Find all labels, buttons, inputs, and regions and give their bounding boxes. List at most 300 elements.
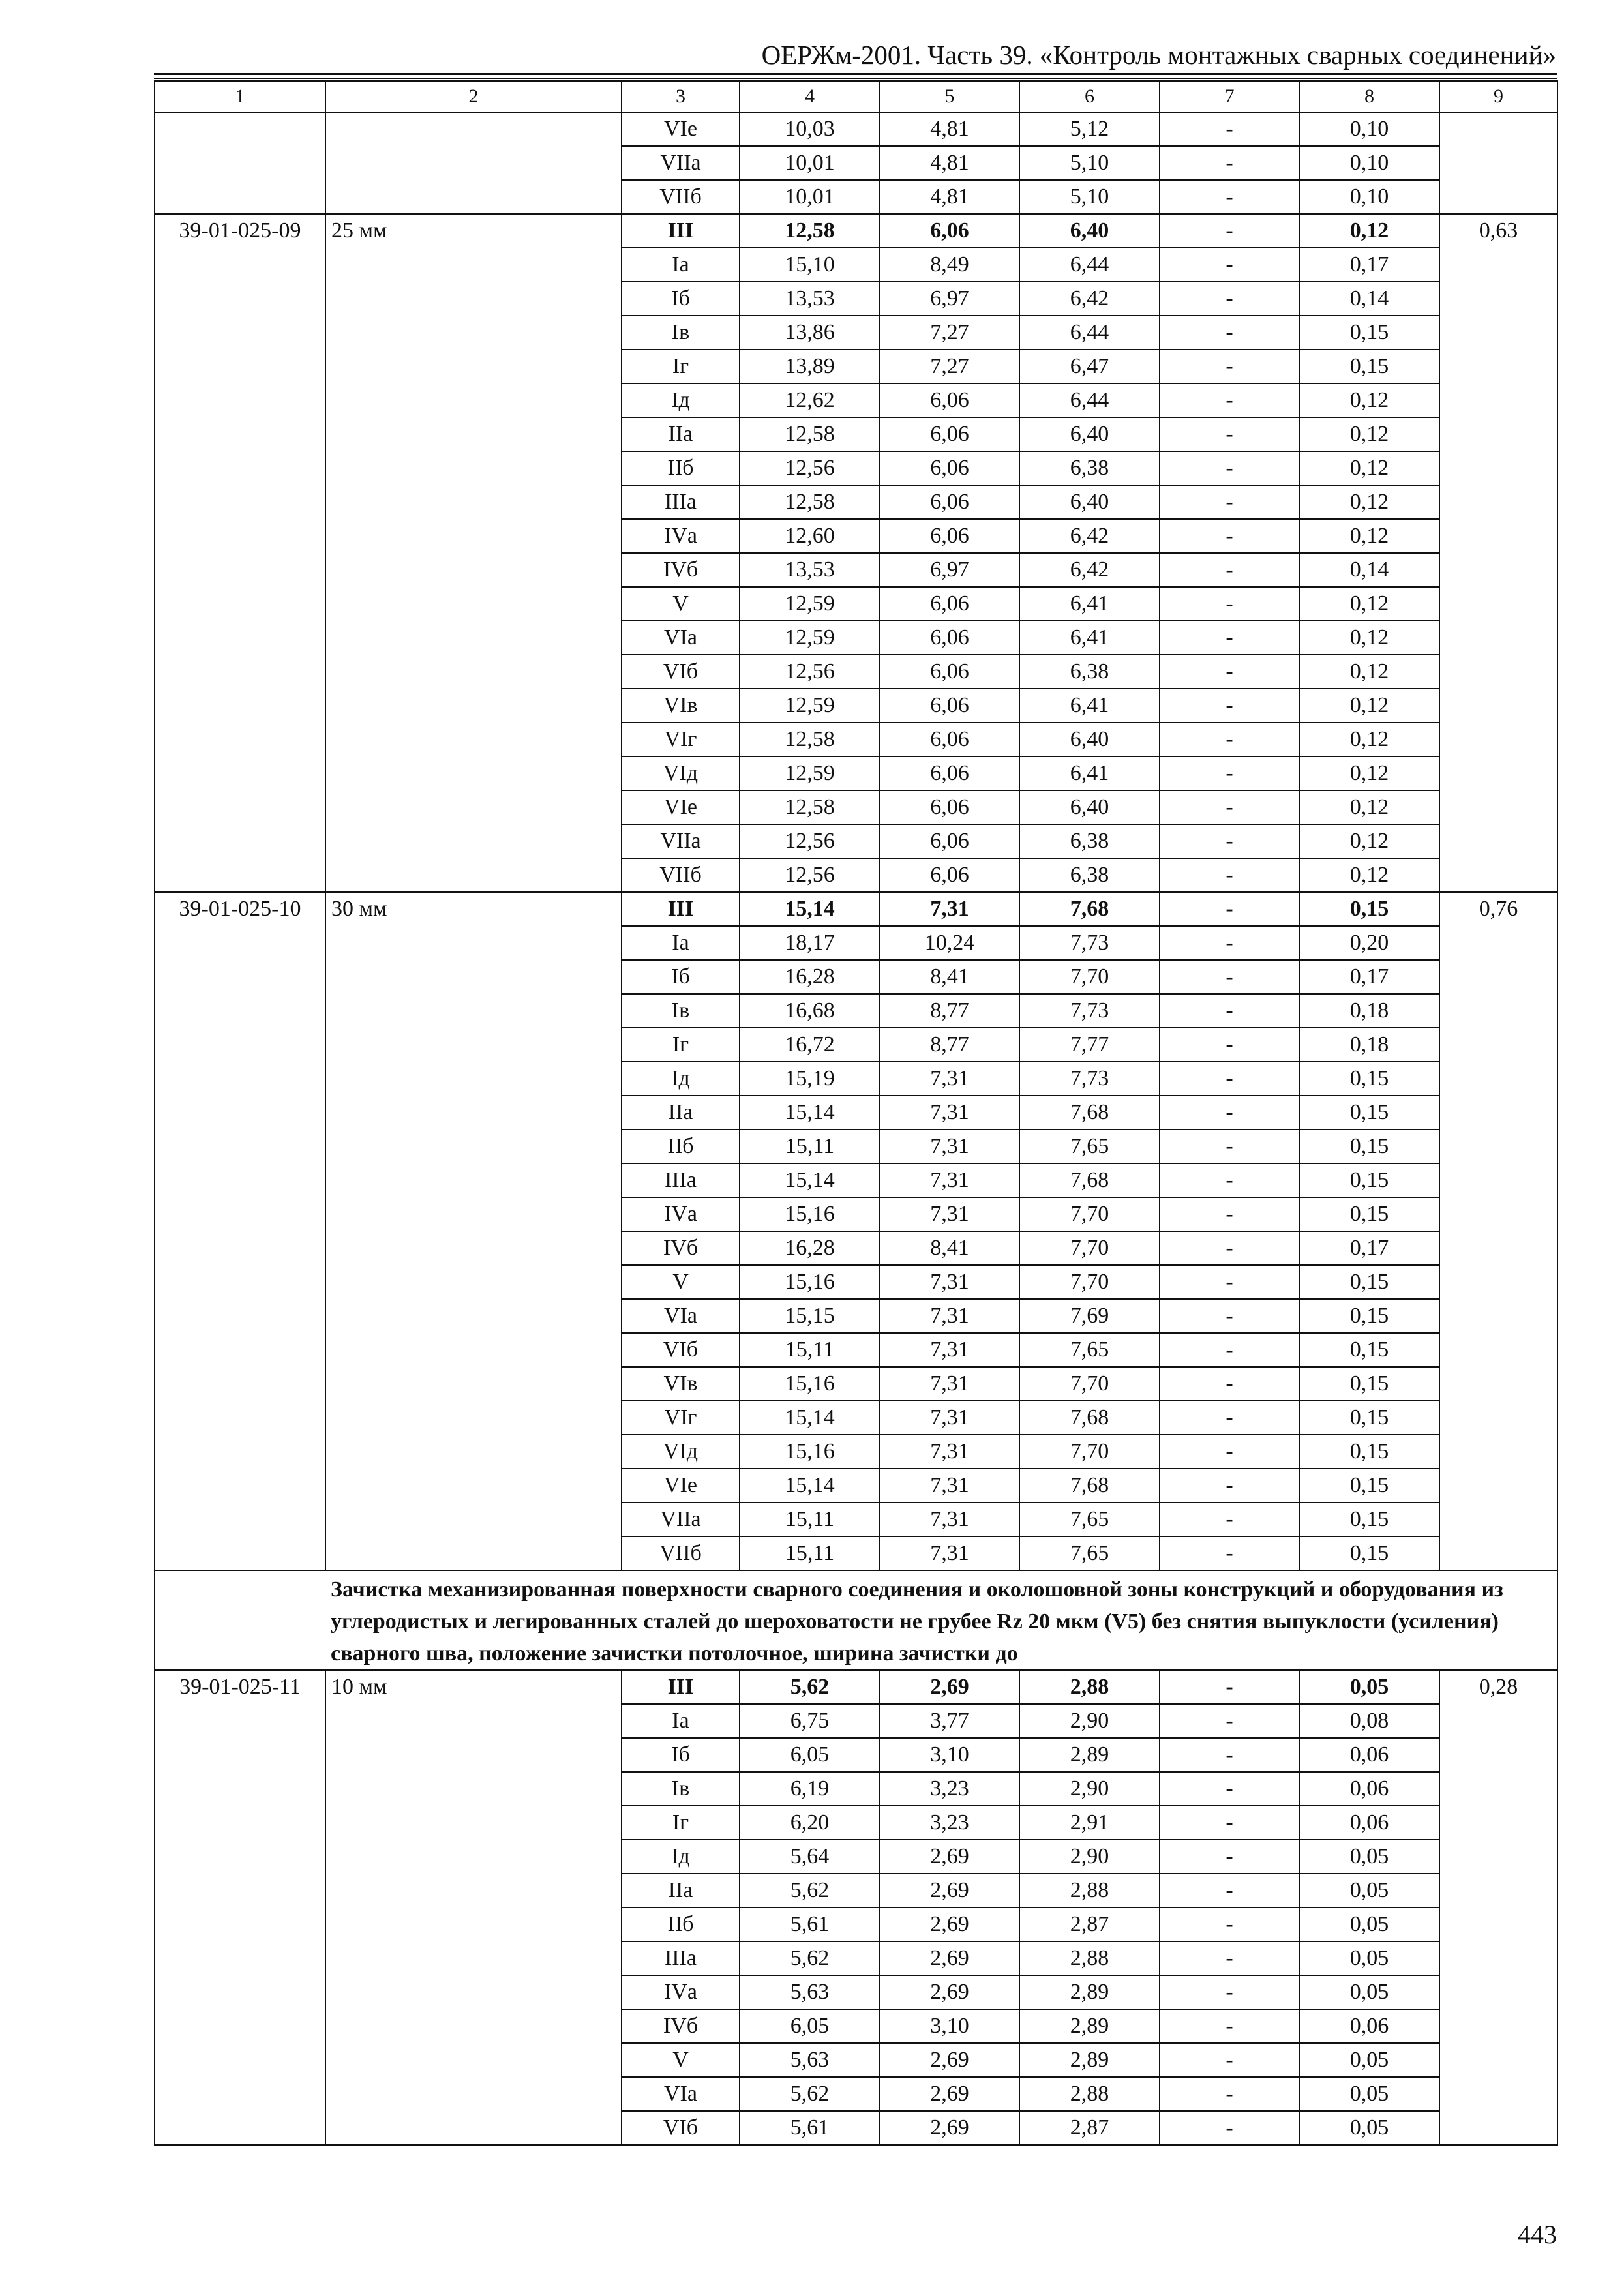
cell-c7: - (1160, 146, 1299, 180)
cell-c8: 0,14 (1299, 553, 1439, 587)
cell-c4: 12,58 (740, 417, 880, 451)
cell-c6: 6,44 (1019, 316, 1160, 350)
cell-c8: 0,05 (1299, 1874, 1439, 1908)
cell-c8: 0,15 (1299, 316, 1439, 350)
cell-c5: 8,41 (880, 960, 1019, 994)
cell-c3: Iб (622, 282, 740, 316)
rates-table-body (155, 81, 1557, 2145)
cell-c3: IVа (622, 519, 740, 553)
cell-c6: 6,41 (1019, 621, 1160, 655)
cell-c5: 6,06 (880, 417, 1019, 451)
rates-table (154, 80, 1558, 2146)
cell-c3: Iг (622, 1806, 740, 1840)
running-header: ОЕРЖм-2001. Часть 39. «Контроль монтажных сварных соединений» (761, 40, 1556, 70)
cell-c6: 2,89 (1019, 2009, 1160, 2043)
cell-c8: 0,12 (1299, 756, 1439, 790)
cell-c4: 15,11 (740, 1503, 880, 1536)
cell-c5: 3,23 (880, 1806, 1019, 1840)
cell-c8: 0,12 (1299, 451, 1439, 485)
cell-c3: VIIа (622, 146, 740, 180)
cell-c7: - (1160, 485, 1299, 519)
cell-c4: 5,62 (740, 1670, 880, 1704)
cell-c6: 2,90 (1019, 1840, 1160, 1874)
cell-c7: - (1160, 756, 1299, 790)
cell-c5: 2,69 (880, 1908, 1019, 1941)
cell-c8: 0,12 (1299, 689, 1439, 723)
cell-c8: 0,12 (1299, 519, 1439, 553)
cell-c7: - (1160, 1806, 1299, 1840)
cell-c5: 2,69 (880, 2077, 1019, 2111)
cell-c6: 6,40 (1019, 485, 1160, 519)
cell-c4: 15,19 (740, 1062, 880, 1096)
cell-c4: 12,58 (740, 485, 880, 519)
column-number: 5 (880, 81, 1019, 112)
cell-c6: 6,38 (1019, 655, 1160, 689)
cell-c4: 15,14 (740, 1096, 880, 1130)
cell-c7: - (1160, 1738, 1299, 1772)
cell-c7: - (1160, 519, 1299, 553)
cell-c8: 0,05 (1299, 1941, 1439, 1975)
column-number: 3 (622, 81, 740, 112)
cell-c8: 0,10 (1299, 180, 1439, 214)
cell-c4: 16,28 (740, 960, 880, 994)
rate-code: 39-01-025-09 (155, 214, 325, 892)
cell-c7: - (1160, 2009, 1299, 2043)
cell-c6: 6,41 (1019, 587, 1160, 621)
cell-c3: VIе (622, 790, 740, 824)
cell-c4: 15,16 (740, 1197, 880, 1231)
cell-c3: IVб (622, 553, 740, 587)
cell-c4: 15,11 (740, 1333, 880, 1367)
cell-c5: 7,31 (880, 1163, 1019, 1197)
cell-c3: IIIа (622, 1941, 740, 1975)
cell-c4: 12,59 (740, 756, 880, 790)
cell-c7: - (1160, 1704, 1299, 1738)
cell-c8: 0,15 (1299, 1130, 1439, 1163)
cell-c6: 7,68 (1019, 1163, 1160, 1197)
cell-c7: - (1160, 1941, 1299, 1975)
cell-c6: 2,89 (1019, 1975, 1160, 2009)
cell-c6: 6,41 (1019, 689, 1160, 723)
cell-c6: 7,70 (1019, 1231, 1160, 1265)
cell-c3: Iв (622, 316, 740, 350)
cell-c3: IIIа (622, 1163, 740, 1197)
column-number: 9 (1439, 81, 1557, 112)
cell-c7: - (1160, 350, 1299, 383)
cell-c5: 7,31 (880, 1367, 1019, 1401)
cell-c5: 2,69 (880, 1941, 1019, 1975)
cell-c7: - (1160, 451, 1299, 485)
cell-c4: 6,19 (740, 1772, 880, 1806)
cell-c6: 6,47 (1019, 350, 1160, 383)
cell-c7: - (1160, 892, 1299, 926)
cell-c8: 0,17 (1299, 960, 1439, 994)
column-number: 1 (155, 81, 325, 112)
cell-c5: 7,27 (880, 350, 1019, 383)
cell-c3: VIг (622, 1401, 740, 1435)
cell-c3: V (622, 587, 740, 621)
cell-c5: 3,10 (880, 1738, 1019, 1772)
cell-c7: - (1160, 1096, 1299, 1130)
cell-c7: - (1160, 1840, 1299, 1874)
cell-c3: VIа (622, 2077, 740, 2111)
rate-col9 (1439, 112, 1557, 214)
cell-c7: - (1160, 1435, 1299, 1469)
cell-c5: 6,06 (880, 689, 1019, 723)
cell-c4: 5,62 (740, 1874, 880, 1908)
cell-c5: 4,81 (880, 112, 1019, 146)
cell-c4: 12,58 (740, 790, 880, 824)
cell-c5: 3,23 (880, 1772, 1019, 1806)
cell-c5: 3,10 (880, 2009, 1019, 2043)
cell-c4: 16,28 (740, 1231, 880, 1265)
cell-c8: 0,12 (1299, 858, 1439, 892)
cell-c8: 0,06 (1299, 1806, 1439, 1840)
cell-c8: 0,05 (1299, 2111, 1439, 2145)
cell-c5: 7,31 (880, 1469, 1019, 1503)
cell-c3: VIIб (622, 180, 740, 214)
cell-c3: Iг (622, 350, 740, 383)
cell-c6: 7,65 (1019, 1503, 1160, 1536)
cell-c5: 8,49 (880, 248, 1019, 282)
cell-c8: 0,06 (1299, 2009, 1439, 2043)
cell-c7: - (1160, 214, 1299, 248)
cell-c3: VIд (622, 756, 740, 790)
cell-c6: 2,87 (1019, 2111, 1160, 2145)
cell-c4: 5,61 (740, 1908, 880, 1941)
cell-c7: - (1160, 112, 1299, 146)
cell-c3: VIд (622, 1435, 740, 1469)
cell-c4: 12,58 (740, 723, 880, 756)
column-number: 2 (325, 81, 622, 112)
cell-c5: 6,06 (880, 587, 1019, 621)
cell-c8: 0,15 (1299, 1333, 1439, 1367)
cell-c6: 7,73 (1019, 994, 1160, 1028)
cell-c4: 5,62 (740, 1941, 880, 1975)
cell-c4: 15,16 (740, 1435, 880, 1469)
cell-c4: 15,11 (740, 1130, 880, 1163)
cell-c8: 0,14 (1299, 282, 1439, 316)
column-number: 8 (1299, 81, 1439, 112)
cell-c8: 0,18 (1299, 994, 1439, 1028)
cell-c4: 12,56 (740, 858, 880, 892)
cell-c5: 6,06 (880, 451, 1019, 485)
cell-c6: 6,40 (1019, 790, 1160, 824)
cell-c4: 6,05 (740, 1738, 880, 1772)
cell-c6: 2,89 (1019, 1738, 1160, 1772)
cell-c5: 7,31 (880, 1401, 1019, 1435)
cell-c7: - (1160, 723, 1299, 756)
cell-c4: 5,63 (740, 2043, 880, 2077)
cell-c3: IVб (622, 1231, 740, 1265)
cell-c3: Iд (622, 1062, 740, 1096)
cell-c6: 6,42 (1019, 553, 1160, 587)
cell-c4: 13,53 (740, 282, 880, 316)
cell-c8: 0,15 (1299, 1062, 1439, 1096)
cell-c6: 6,42 (1019, 282, 1160, 316)
cell-c5: 7,31 (880, 1333, 1019, 1367)
cell-c8: 0,12 (1299, 790, 1439, 824)
cell-c8: 0,12 (1299, 587, 1439, 621)
cell-c8: 0,12 (1299, 824, 1439, 858)
cell-c7: - (1160, 1130, 1299, 1163)
cell-c5: 7,31 (880, 1062, 1019, 1096)
cell-c5: 7,31 (880, 1197, 1019, 1231)
cell-c6: 7,70 (1019, 960, 1160, 994)
cell-c6: 6,38 (1019, 824, 1160, 858)
cell-c4: 6,75 (740, 1704, 880, 1738)
cell-c6: 7,73 (1019, 1062, 1160, 1096)
cell-c8: 0,15 (1299, 1197, 1439, 1231)
cell-c6: 2,88 (1019, 1670, 1160, 1704)
cell-c8: 0,05 (1299, 1840, 1439, 1874)
cell-c6: 2,89 (1019, 2043, 1160, 2077)
cell-c5: 7,31 (880, 1536, 1019, 1570)
rate-name: 25 мм (325, 214, 622, 892)
cell-c5: 2,69 (880, 2043, 1019, 2077)
cell-c6: 6,41 (1019, 756, 1160, 790)
description-spacer (155, 1570, 325, 1670)
cell-c7: - (1160, 417, 1299, 451)
column-number: 4 (740, 81, 880, 112)
cell-c7: - (1160, 926, 1299, 960)
cell-c8: 0,15 (1299, 1435, 1439, 1469)
cell-c3: VIIа (622, 1503, 740, 1536)
cell-c6: 5,12 (1019, 112, 1160, 146)
cell-c4: 15,16 (740, 1265, 880, 1299)
cell-c5: 6,06 (880, 519, 1019, 553)
cell-c7: - (1160, 689, 1299, 723)
cell-c7: - (1160, 655, 1299, 689)
cell-c6: 6,38 (1019, 858, 1160, 892)
cell-c8: 0,12 (1299, 621, 1439, 655)
cell-c3: IVа (622, 1975, 740, 2009)
cell-c6: 2,90 (1019, 1704, 1160, 1738)
cell-c3: VIIа (622, 824, 740, 858)
cell-c8: 0,05 (1299, 1670, 1439, 1704)
cell-c6: 6,40 (1019, 723, 1160, 756)
cell-c7: - (1160, 960, 1299, 994)
cell-c7: - (1160, 1503, 1299, 1536)
cell-c8: 0,05 (1299, 1908, 1439, 1941)
cell-c3: Iв (622, 1772, 740, 1806)
cell-c6: 7,70 (1019, 1197, 1160, 1231)
rate-col9: 0,63 (1439, 214, 1557, 892)
cell-c3: IIб (622, 1130, 740, 1163)
cell-c3: VIа (622, 621, 740, 655)
cell-c7: - (1160, 587, 1299, 621)
cell-c7: - (1160, 316, 1299, 350)
cell-c3: Iд (622, 383, 740, 417)
cell-c8: 0,05 (1299, 1975, 1439, 2009)
cell-c8: 0,15 (1299, 1367, 1439, 1401)
cell-c8: 0,15 (1299, 1536, 1439, 1570)
cell-c3: IIа (622, 417, 740, 451)
cell-c3: IIа (622, 1096, 740, 1130)
cell-c7: - (1160, 1197, 1299, 1231)
cell-c4: 16,68 (740, 994, 880, 1028)
cell-c8: 0,15 (1299, 1265, 1439, 1299)
cell-c6: 2,88 (1019, 2077, 1160, 2111)
column-number: 7 (1160, 81, 1299, 112)
cell-c7: - (1160, 1299, 1299, 1333)
cell-c5: 2,69 (880, 1840, 1019, 1874)
cell-c6: 7,68 (1019, 1096, 1160, 1130)
cell-c6: 6,40 (1019, 417, 1160, 451)
cell-c3: IVб (622, 2009, 740, 2043)
column-number: 6 (1019, 81, 1160, 112)
cell-c6: 2,87 (1019, 1908, 1160, 1941)
cell-c5: 7,27 (880, 316, 1019, 350)
cell-c7: - (1160, 282, 1299, 316)
cell-c3: VIб (622, 1333, 740, 1367)
cell-c8: 0,12 (1299, 383, 1439, 417)
cell-c4: 5,64 (740, 1840, 880, 1874)
cell-c8: 0,15 (1299, 1299, 1439, 1333)
cell-c5: 4,81 (880, 146, 1019, 180)
table-row (155, 214, 1557, 248)
rate-col9: 0,28 (1439, 1670, 1557, 2145)
cell-c8: 0,12 (1299, 485, 1439, 519)
cell-c3: VIе (622, 112, 740, 146)
cell-c4: 15,11 (740, 1536, 880, 1570)
cell-c7: - (1160, 1333, 1299, 1367)
cell-c3: VIв (622, 1367, 740, 1401)
cell-c3: VIг (622, 723, 740, 756)
cell-c6: 7,68 (1019, 1401, 1160, 1435)
cell-c7: - (1160, 1163, 1299, 1197)
cell-c7: - (1160, 621, 1299, 655)
cell-c6: 6,44 (1019, 248, 1160, 282)
table-row (155, 1670, 1557, 1704)
cell-c6: 2,91 (1019, 1806, 1160, 1840)
rate-name: 10 мм (325, 1670, 622, 2145)
cell-c7: - (1160, 1231, 1299, 1265)
cell-c5: 7,31 (880, 1503, 1019, 1536)
cell-c4: 10,03 (740, 112, 880, 146)
cell-c8: 0,15 (1299, 1503, 1439, 1536)
cell-c5: 6,06 (880, 858, 1019, 892)
cell-c8: 0,15 (1299, 1401, 1439, 1435)
rate-code: 39-01-025-11 (155, 1670, 325, 2145)
cell-c6: 2,90 (1019, 1772, 1160, 1806)
cell-c7: - (1160, 383, 1299, 417)
cell-c5: 3,77 (880, 1704, 1019, 1738)
cell-c3: IIа (622, 1874, 740, 1908)
cell-c8: 0,15 (1299, 1096, 1439, 1130)
cell-c4: 6,20 (740, 1806, 880, 1840)
cell-c4: 15,15 (740, 1299, 880, 1333)
cell-c4: 5,61 (740, 2111, 880, 2145)
cell-c4: 12,56 (740, 655, 880, 689)
cell-c4: 18,17 (740, 926, 880, 960)
cell-c4: 10,01 (740, 180, 880, 214)
cell-c4: 15,14 (740, 1401, 880, 1435)
cell-c3: VIе (622, 1469, 740, 1503)
cell-c5: 6,97 (880, 282, 1019, 316)
cell-c4: 5,62 (740, 2077, 880, 2111)
cell-c8: 0,15 (1299, 1469, 1439, 1503)
cell-c3: VIб (622, 2111, 740, 2145)
cell-c8: 0,08 (1299, 1704, 1439, 1738)
cell-c6: 2,88 (1019, 1941, 1160, 1975)
cell-c4: 15,10 (740, 248, 880, 282)
cell-c5: 2,69 (880, 2111, 1019, 2145)
cell-c6: 7,68 (1019, 1469, 1160, 1503)
cell-c4: 12,60 (740, 519, 880, 553)
cell-c6: 7,70 (1019, 1435, 1160, 1469)
cell-c6: 7,77 (1019, 1028, 1160, 1062)
cell-c8: 0,15 (1299, 1163, 1439, 1197)
cell-c7: - (1160, 1670, 1299, 1704)
cell-c3: VIб (622, 655, 740, 689)
rate-name (325, 112, 622, 214)
cell-c5: 6,06 (880, 824, 1019, 858)
cell-c3: III (622, 892, 740, 926)
table-row (155, 892, 1557, 926)
cell-c3: IIIа (622, 485, 740, 519)
cell-c5: 7,31 (880, 1130, 1019, 1163)
cell-c5: 7,31 (880, 1096, 1019, 1130)
cell-c3: III (622, 214, 740, 248)
cell-c3: Iб (622, 960, 740, 994)
cell-c8: 0,12 (1299, 417, 1439, 451)
cell-c3: IIб (622, 451, 740, 485)
cell-c5: 6,06 (880, 723, 1019, 756)
cell-c5: 7,31 (880, 1435, 1019, 1469)
cell-c3: VIIб (622, 858, 740, 892)
cell-c8: 0,12 (1299, 214, 1439, 248)
cell-c7: - (1160, 1367, 1299, 1401)
section-description: Зачистка механизированная поверхности сварного соединения и околошовной зоны конструкций и оборудования из углеродистых и легированных сталей до шероховатости не грубее Rz 20 мкм (V5) без снятия выпуклости (усиления) сварного шва, положение зачистки потолочное, ширина зачистки до (325, 1570, 1557, 1670)
cell-c8: 0,05 (1299, 2077, 1439, 2111)
cell-c3: IIб (622, 1908, 740, 1941)
cell-c3: Iа (622, 1704, 740, 1738)
rate-name: 30 мм (325, 892, 622, 1570)
cell-c6: 2,88 (1019, 1874, 1160, 1908)
cell-c4: 12,59 (740, 689, 880, 723)
cell-c7: - (1160, 994, 1299, 1028)
cell-c7: - (1160, 1975, 1299, 2009)
cell-c6: 7,70 (1019, 1367, 1160, 1401)
cell-c6: 7,65 (1019, 1536, 1160, 1570)
cell-c7: - (1160, 1874, 1299, 1908)
cell-c3: Iа (622, 926, 740, 960)
cell-c4: 10,01 (740, 146, 880, 180)
cell-c5: 6,06 (880, 214, 1019, 248)
cell-c6: 7,68 (1019, 892, 1160, 926)
column-number-row (155, 81, 1557, 112)
cell-c5: 6,06 (880, 790, 1019, 824)
rate-code: 39-01-025-10 (155, 892, 325, 1570)
cell-c3: Iб (622, 1738, 740, 1772)
cell-c3: VIа (622, 1299, 740, 1333)
cell-c7: - (1160, 1772, 1299, 1806)
cell-c5: 7,31 (880, 1299, 1019, 1333)
cell-c3: III (622, 1670, 740, 1704)
cell-c5: 2,69 (880, 1874, 1019, 1908)
cell-c5: 7,31 (880, 1265, 1019, 1299)
cell-c5: 6,06 (880, 485, 1019, 519)
cell-c3: V (622, 1265, 740, 1299)
rate-code (155, 112, 325, 214)
cell-c8: 0,12 (1299, 655, 1439, 689)
cell-c7: - (1160, 858, 1299, 892)
cell-c4: 12,62 (740, 383, 880, 417)
cell-c6: 6,38 (1019, 451, 1160, 485)
cell-c5: 8,41 (880, 1231, 1019, 1265)
cell-c8: 0,10 (1299, 146, 1439, 180)
